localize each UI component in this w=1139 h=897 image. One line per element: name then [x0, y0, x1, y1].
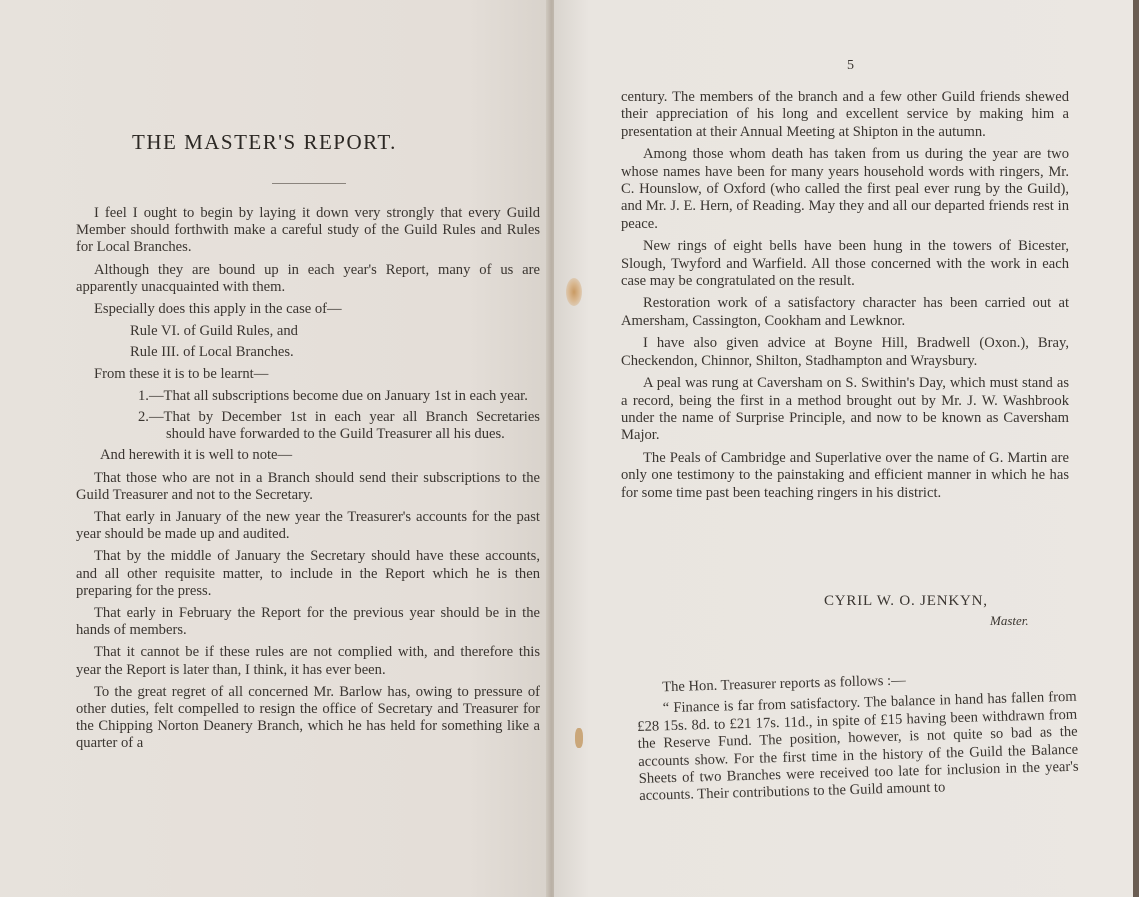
left-page-body — [76, 205, 540, 758]
paper-stain — [575, 728, 583, 748]
paragraph: century. The members of the branch and a few other Guild friends shewed their appreciation of his long and excellent service by making him a presentation at their Annual Meeting at Shipton in the autumn. — [621, 89, 1069, 140]
rule-reference: Rule III. of Local Branches. — [130, 344, 294, 361]
paper-stain — [566, 278, 582, 306]
paragraph: Restoration work of a satisfactory character has been carried out at Amersham, Cassington, Cookham and Lewknor. — [621, 295, 1069, 329]
paragraph: Among those whom death has taken from us during the year are two whose names have been for many years household words with ringers, Mr. C. Hounslow, of Oxford (who called the first peal ever rung by the Guild), and Mr. J. E. Hern, of Reading. May they and all our departed friends rest in peace. — [621, 146, 1069, 232]
paragraph: The Peals of Cambridge and Superlative over the name of G. Martin are only one testimony to the painstaking and efficient manner in which he has for some time past been teaching ringers in his district. — [621, 449, 1069, 501]
treasurer-report — [636, 668, 1079, 810]
page-number: 5 — [847, 58, 854, 73]
paragraph: “ Finance is far from satisfactory. The balance in hand has fallen from £28 15s. 8d. to £21 17s. 11d., in spite of £15 having been withdrawn from the Reserve Fund. The position, however, is not quite so bad as the accounts show. For the first time in the history of the Guild the Balance Sheets of two Branches were received too late for inclusion in the year's accounts. Their contributions to the Guild amount to — [637, 689, 1079, 805]
paragraph: That those who are not in a Branch should send their subscriptions to the Guild Treasurer and not to the Secretary. — [76, 469, 540, 503]
paragraph: And herewith it is well to note— — [100, 447, 293, 464]
paragraph: A peal was rung at Caversham on S. Swithin's Day, which must stand as a record, being the first in a method brought out by Mr. J. W. Washbrook under the name of Surprise Principle, and now to be known as Caversham Major. — [621, 375, 1069, 444]
signature-name: CYRIL W. O. JENKYN, — [824, 593, 988, 609]
paragraph: Especially does this apply in the case of— — [94, 301, 342, 318]
book-cover-edge — [1133, 0, 1139, 897]
paragraph: New rings of eight bells have been hung in the towers of Bicester, Slough, Twyford and Warfield. All those concerned with the work in each case may be congratulated on the result. — [621, 238, 1069, 290]
paragraph: That early in January of the new year the Treasurer's accounts for the past year should be made up and audited. — [76, 509, 540, 543]
paragraph: That early in February the Report for the previous year should be in the hands of members. — [76, 605, 540, 639]
left-page — [0, 0, 550, 897]
paragraph: I have also given advice at Boyne Hill, Bradwell (Oxon.), Bray, Checkendon, Chinnor, Shilton, Stadhampton and Wraysbury. — [621, 335, 1069, 369]
report-title: THE MASTER'S REPORT. — [132, 130, 397, 154]
numbered-item: 1.—That all subscriptions become due on January 1st in each year. — [138, 387, 528, 404]
signature-title: Master. — [990, 613, 1029, 628]
paragraph: That by the middle of January the Secretary should have these accounts, and all other requisite matter, to include in the Report which he is then preparing for the press. — [76, 548, 540, 599]
rule-reference: Rule VI. of Guild Rules, and — [130, 323, 298, 340]
paragraph: The Hon. Treasurer reports as follows :— — [661, 672, 906, 696]
paragraph: I feel I ought to begin by laying it down very strongly that every Guild Member should forthwith make a careful study of the Guild Rules and Rules for Local Branches. — [76, 205, 540, 256]
paragraph: From these it is to be learnt— — [94, 365, 269, 382]
numbered-item: 2.—That by December 1st in each year all Branch Secretaries should have forwarded to the Guild Treasurer all his dues. — [138, 409, 540, 443]
paragraph: That it cannot be if these rules are not complied with, and therefore this year the Report is later than, I think, it has ever been. — [76, 644, 540, 678]
title-divider — [272, 183, 346, 184]
paragraph: To the great regret of all concerned Mr. Barlow has, owing to pressure of other duties, felt compelled to resign the office of Secretary and Treasurer for the Chipping Norton Deanery Branch, which he has held for something like a quarter of a — [76, 683, 540, 752]
paragraph: Although they are bound up in each year's Report, many of us are apparently unacquainted with them. — [76, 261, 540, 295]
right-page-body — [621, 89, 1069, 507]
